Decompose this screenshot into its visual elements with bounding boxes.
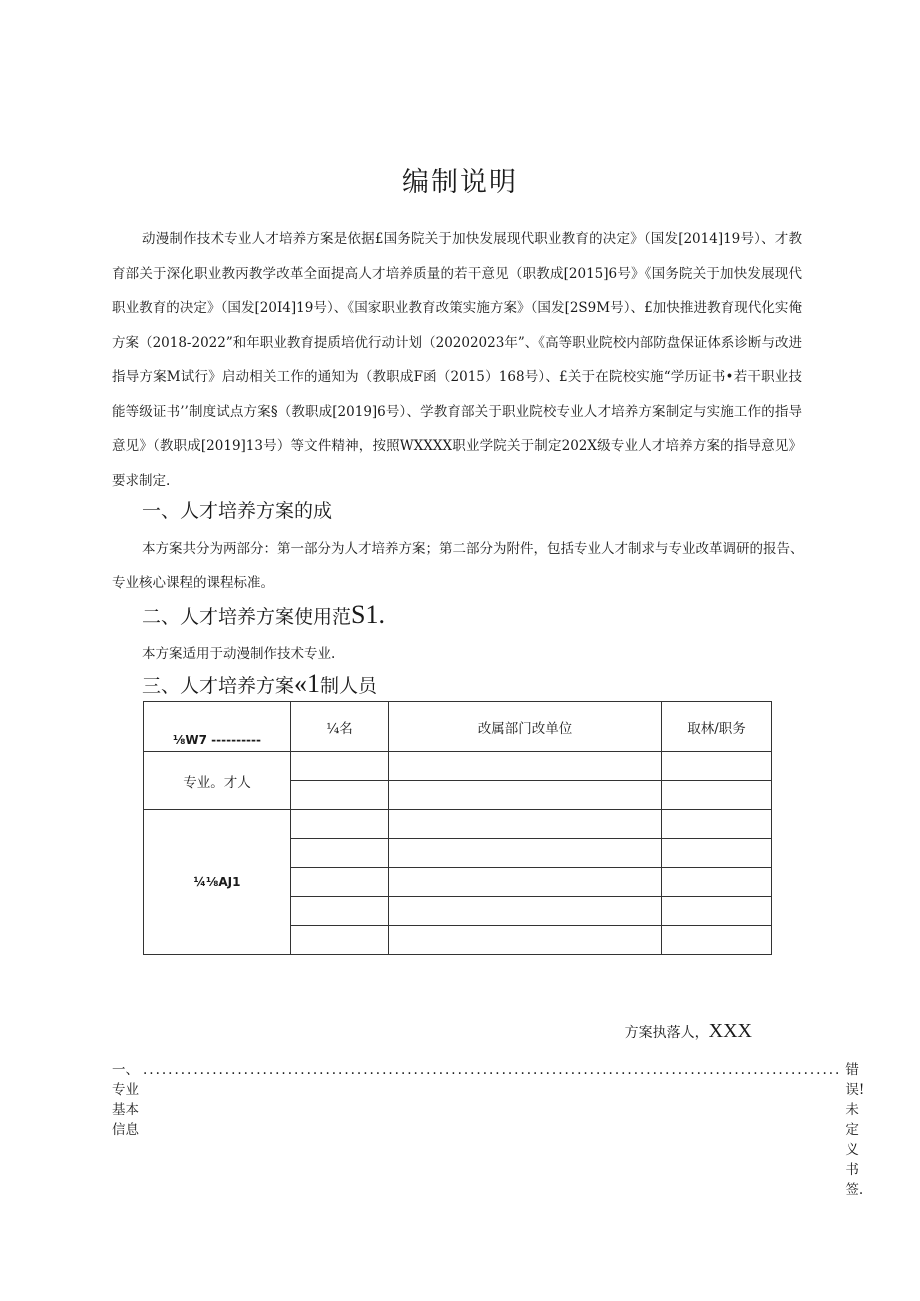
table-header-name: ¼名 — [291, 702, 389, 752]
section2-heading-tail: S1. — [351, 600, 385, 629]
toc-entry-status: 错误!未定义书签. — [845, 1062, 865, 1198]
table-header-unit: 改属部门改单位 — [389, 702, 662, 752]
table-cell — [662, 868, 772, 897]
group1-label: 专业。才人 — [144, 752, 291, 810]
toc-entry[interactable] — [112, 1058, 865, 1198]
table-cell — [389, 839, 662, 868]
signer-line — [625, 1020, 752, 1043]
table-cell — [662, 781, 772, 810]
table-row — [144, 752, 772, 781]
signer-label: 方案执落人， — [624, 1025, 709, 1041]
section2-heading-text: 二、人才培养方案使用范 — [142, 606, 352, 628]
section3-heading — [142, 669, 377, 699]
table-header-title: 取林/职务 — [662, 702, 772, 752]
staff-table — [143, 701, 772, 955]
table-row — [144, 810, 772, 839]
section2-body: 本方案适用于动漫制作技术专业. — [142, 646, 336, 662]
table-cell — [291, 897, 389, 926]
table-cell — [389, 926, 662, 955]
table-cell — [291, 752, 389, 781]
section1-body-line1: 本方案共分为两部分：第一部分为人才培养方案；第二部分为附件，包括专业人才制求与专业改革调研的报告、 — [142, 541, 804, 557]
table-cell — [389, 781, 662, 810]
table-cell — [291, 810, 389, 839]
table-cell — [389, 897, 662, 926]
table-cell — [389, 810, 662, 839]
table-cell — [662, 810, 772, 839]
section1-body-line2: 专业核心课程的课程标准。 — [112, 575, 274, 591]
table-cell — [291, 781, 389, 810]
section2-heading — [142, 600, 385, 630]
document-title: 编制说明 — [402, 167, 518, 198]
table-cell — [389, 752, 662, 781]
table-cell — [662, 752, 772, 781]
table-cell — [291, 926, 389, 955]
section3-heading-tail: «1 — [294, 669, 321, 698]
toc-entry-title[interactable]: 一、专业基本信息 — [112, 1062, 139, 1138]
signer-name: XXX — [708, 1020, 752, 1042]
group2-label: ¼⅛AJ1 — [144, 810, 291, 955]
table-cell — [389, 868, 662, 897]
section3-heading-text-a: 三、人才培养方案 — [142, 675, 295, 697]
toc-leader-dots: ............................................................................................................... — [143, 1062, 842, 1078]
table-cell — [662, 926, 772, 955]
table-cell — [291, 868, 389, 897]
section1-heading: 一、人才培养方案的成 — [142, 500, 333, 522]
section3-heading-text-b: 制人员 — [320, 675, 378, 697]
intro-text: 动漫制作技术专业人才培养方案是依据£国务院关于加快发展现代职业教育的决定》（国发[2014]19号）、才教育部关于深化职业教丙教学改革全面提高人才培养质量的若干意见（职教成[2015]6号》《国务院关于加快发展现代职业教育的决定》（国发[20I4]19号）、《国家职业教育改策实施方案》（国发[2S9M号）、£加快推进教育现代化实俺方案（2018-2022”和年职业教育提质培优行动计划（20202023年”、《高等职业院校内部防盘保证体系诊断与改进指导方案M试行》启动相关工作的通知为（教职成F函（2015）168号）、£关于在院校实施“学历证书•若干职业技能等级证书’’制度试点方案§（教职成[2019]6号）、学教育部关于职业院校专业人才培养方案制定与实施工作的指导意见》（教职成[2019]13号）等文件精神，按照WXXXX职业学院关于制定202X级专业人才培养方案的指导意见》要求制定. — [112, 231, 802, 489]
table-header-row — [144, 702, 772, 752]
intro-paragraph — [112, 222, 802, 498]
table-cell — [662, 897, 772, 926]
table-cell — [291, 839, 389, 868]
table-header-role: ⅛W7 ---------- — [144, 702, 291, 752]
table-cell — [662, 839, 772, 868]
